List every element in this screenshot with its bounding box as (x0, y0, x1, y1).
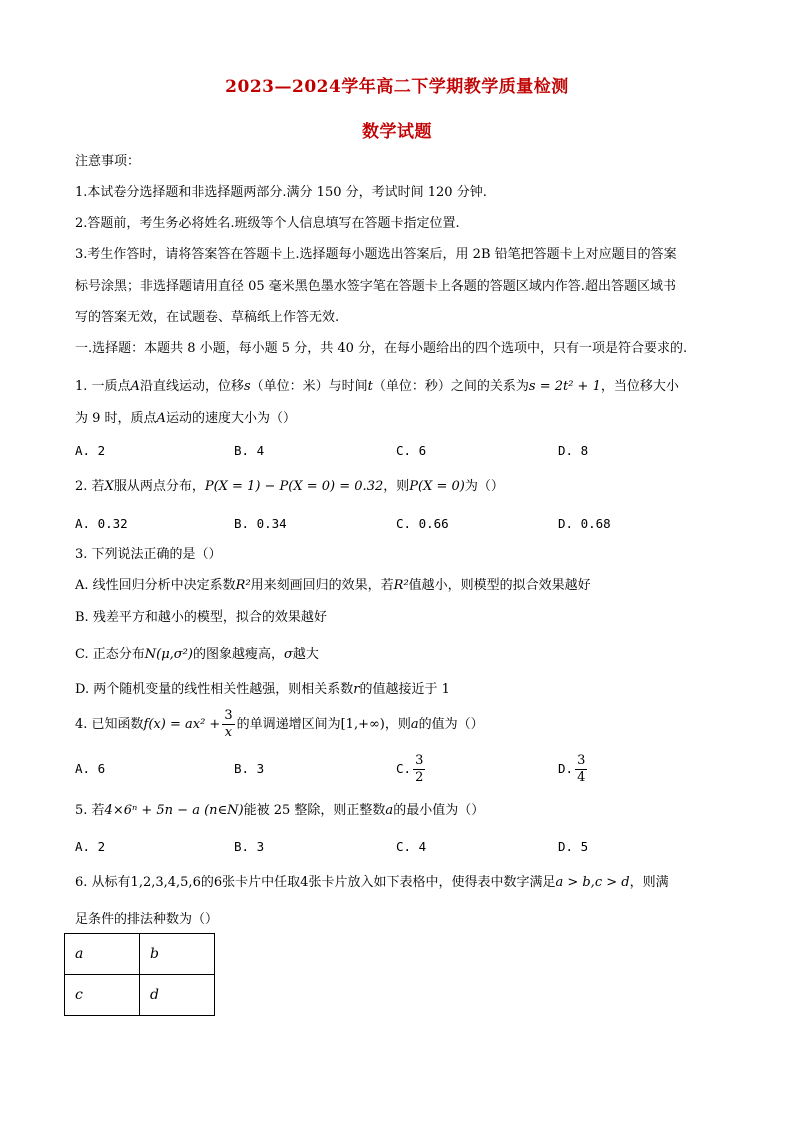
q4-option-d-den: 4 (577, 770, 586, 785)
q2-text-4: 为（） (464, 479, 504, 494)
q5-text-2: 能被 25 整除，则正整数 (243, 803, 386, 818)
q5-option-c: C. 4 (396, 839, 427, 854)
q1-var-t: t (367, 379, 373, 394)
q4-interval: [1,+∞) (340, 717, 385, 732)
question-1-stem (75, 377, 679, 397)
q6-condition: a > b,c > d (555, 875, 630, 890)
q1-text-2: 沿直线运动，位移 (139, 379, 244, 394)
q3-var-r: r (353, 682, 360, 697)
q4-option-a: A. 6 (75, 761, 106, 776)
q3-option-a (75, 576, 591, 596)
q6-four: 4 (300, 875, 309, 890)
q5-formula: 4×6ⁿ + 5n − a (n∈N) (104, 803, 244, 818)
q3-option-b: B. 残差平方和越小的模型，拟合的效果越好 (75, 610, 327, 625)
question-1-stem-line-2 (75, 409, 296, 429)
q4-option-d-num: 3 (577, 753, 586, 768)
table-row (65, 934, 215, 975)
table-row (65, 975, 215, 1016)
q4-option-c-label: C. (396, 761, 412, 776)
q5-option-d: D. 5 (558, 839, 589, 854)
q6-text-1: 6. 从标有 (75, 875, 131, 890)
q5-text-1: 5. 若 (75, 803, 105, 818)
q3-d-text-2: 的值越接近于 1 (359, 682, 450, 697)
q4-option-c-den: 2 (415, 770, 424, 785)
q2-option-d: D. 0.68 (558, 516, 611, 531)
q1-text-4: （单位：秒）之间的关系为 (372, 379, 529, 394)
q4-var-a: a (410, 717, 419, 732)
q1-line2-text-2: 运动的速度大小为（） (165, 411, 296, 426)
q3-a-text-3: 值越小，则模型的拟合效果越好 (408, 578, 591, 593)
q4-fraction-num: 3 (224, 708, 233, 723)
question-4-stem (75, 708, 484, 742)
q2-text-2: 服从两点分布， (113, 479, 205, 494)
q4-option-c-num: 3 (415, 753, 424, 768)
q3-a-text-1: A. 线性回归分析中决定系数 (75, 578, 236, 593)
q4-option-d-label: D. (558, 761, 574, 776)
q5-option-a: A. 2 (75, 839, 106, 854)
q1-option-b: B. 4 (234, 443, 265, 458)
q6-six: 6 (213, 875, 223, 890)
q6-text-3: 张卡片中任取 (222, 875, 301, 890)
table-cell: a (65, 934, 140, 975)
q1-text-3: （单位：米）与时间 (250, 379, 368, 394)
question-6-stem-line-2: 足条件的排法种数为（） (75, 912, 219, 927)
q2-formula-2: P(X = 0) (409, 479, 465, 494)
q4-option-d-fraction (575, 753, 587, 786)
q5-var-a: a (385, 803, 394, 818)
q3-c-text-2: 的图象越瘦高， (192, 647, 284, 662)
table-cell: b (140, 934, 215, 975)
q1-formula: s = 2t² + 1 (528, 379, 601, 394)
q4-text-2: 的单调递增区间为 (236, 717, 341, 732)
q3-normal-dist: N(μ,σ²) (144, 647, 193, 662)
q4-text-4: 的值为（） (418, 717, 484, 732)
q3-sigma: σ (283, 647, 293, 662)
q2-formula: P(X = 1) − P(X = 0) = 0.32 (204, 479, 384, 494)
q3-option-d (75, 680, 450, 700)
q6-numbers: 1,2,3,4,5,6 (130, 875, 201, 890)
note-item-2: 2.答题前，考生务必将姓名.班级等个人信息填写在答题卡指定位置. (75, 216, 460, 231)
q4-option-c-fraction (413, 753, 425, 786)
q3-d-text-1: D. 两个随机变量的线性相关性越强，则相关系数 (75, 682, 354, 697)
q4-function: f(x) = ax² + (143, 717, 221, 732)
q6-text-4: 张卡片放入如下表格中，使得表中数字满足 (308, 875, 556, 890)
q4-text-1: 4. 已知函数 (75, 717, 144, 732)
q1-point-a: A (130, 379, 140, 394)
q3-option-c (75, 645, 319, 665)
q3-a-text-2: 用来刻画回归的效果，若 (250, 578, 394, 593)
note-item-1: 1.本试卷分选择题和非选择题两部分.满分 150 分，考试时间 120 分钟. (75, 185, 487, 200)
q4-option-b: B. 3 (234, 761, 265, 776)
q1-option-d: D. 8 (558, 443, 589, 458)
q1-line2-text-1: 为 9 时，质点 (75, 411, 157, 426)
q2-option-c: C. 0.66 (396, 516, 449, 531)
q3-r-squared-2: R² (393, 578, 409, 593)
q1-var-s: s (243, 379, 251, 394)
q1-line2-point-a: A (156, 411, 166, 426)
q5-text-3: 的最小值为（） (393, 803, 485, 818)
q3-c-text-1: C. 正态分布 (75, 647, 145, 662)
q3-c-text-3: 越大 (292, 647, 319, 662)
q4-option-d (558, 749, 589, 789)
q4-fraction (222, 708, 234, 741)
q1-text-1: 1. 一质点 (75, 379, 131, 394)
q4-fraction-den: x (224, 725, 233, 740)
q1-option-a: A. 2 (75, 443, 106, 458)
card-table (64, 933, 215, 1016)
q1-text-5: ，当位移大小 (600, 379, 679, 394)
q3-r-squared: R² (235, 578, 251, 593)
q4-text-3: ，则 (384, 717, 411, 732)
note-item-3-line-3: 写的答案无效，在试题卷、草稿纸上作答无效. (75, 310, 340, 325)
q2-text-1: 2. 若 (75, 479, 105, 494)
table-cell: d (140, 975, 215, 1016)
section-1-heading: 一.选择题：本题共 8 小题，每小题 5 分，共 40 分，在每小题给出的四个选项中，只有一项是符合要求的. (75, 341, 688, 356)
q2-option-b: B. 0.34 (234, 516, 287, 531)
q6-text-2: 的 (200, 875, 214, 890)
exam-subtitle: 数学试题 (362, 122, 432, 142)
question-2-stem (75, 477, 504, 497)
q2-option-a: A. 0.32 (75, 516, 128, 531)
exam-title: 2023—2024学年高二下学期教学质量检测 (225, 77, 569, 97)
question-3-stem: 3. 下列说法正确的是（） (75, 547, 222, 562)
note-item-3-line-1: 3.考生作答时，请将答案答在答题卡上.选择题每小题选出答案后，用 2B 铅笔把答题卡上对应题目的答案 (75, 247, 677, 262)
note-item-3-line-2: 标号涂黑；非选择题请用直径 05 毫米黑色墨水签字笔在答题卡上各题的答题区域内作答.超出答题区域书 (75, 279, 676, 294)
q6-text-5: ，则满 (629, 875, 669, 890)
question-5-stem (75, 801, 484, 821)
q4-option-c (396, 749, 427, 789)
q5-option-b: B. 3 (234, 839, 265, 854)
notes-heading: 注意事项： (75, 154, 141, 169)
q2-var-x: X (104, 479, 114, 494)
table-cell: c (65, 975, 140, 1016)
question-6-stem (75, 873, 669, 893)
q2-text-3: ，则 (383, 479, 410, 494)
q1-option-c: C. 6 (396, 443, 427, 458)
